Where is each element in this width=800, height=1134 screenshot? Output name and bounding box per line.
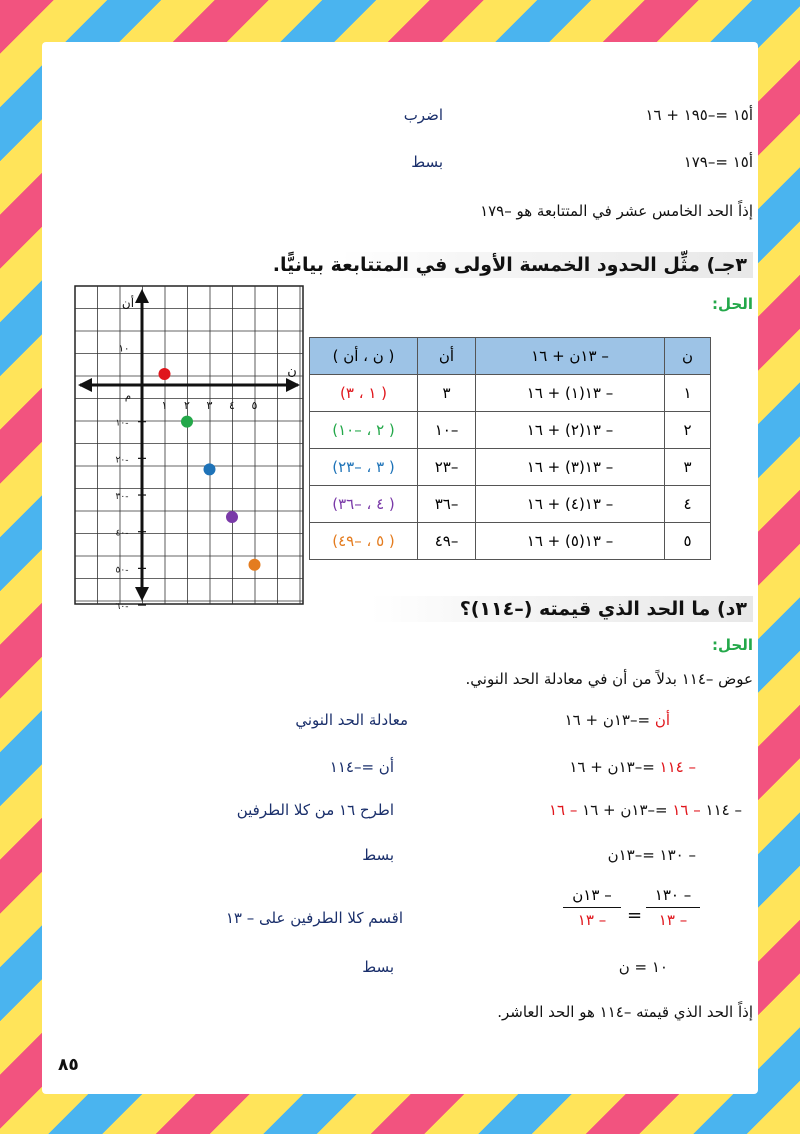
cell-n: ٤ [665, 486, 711, 523]
cell-expression: – ١٣(٤) + ١٦ [476, 486, 665, 523]
y-tick-label: ٣٠- [115, 492, 129, 503]
step1-equation [565, 711, 670, 729]
section-d-number: ٣د) [716, 598, 747, 620]
cell-n: ١ [665, 375, 711, 412]
x-tick-label: ٣ [206, 399, 213, 412]
table-row [310, 375, 711, 412]
conclusion-line-1: إذاً الحد الخامس عشر في المتتابعة هو –١٧٩ [480, 202, 753, 220]
data-point [181, 416, 193, 428]
step3-equation [549, 801, 742, 819]
fraction-equals: = [627, 905, 643, 926]
x-axis-label: ن [287, 364, 297, 379]
fraction-left-bar [646, 907, 700, 908]
cell-an: –١٠ [418, 412, 476, 449]
section-d-heading [371, 596, 753, 622]
header-expression: – ١٣ن + ١٦ [476, 338, 665, 375]
table-row [310, 523, 711, 560]
cell-an: –٣٦ [418, 486, 476, 523]
step5-note: اقسم كلا الطرفين على – ١٣ [225, 909, 403, 927]
cell-pair: ( ١ ، ٣) [310, 375, 418, 412]
x-tick-label: ٤ [229, 399, 235, 412]
step4-equation: – ١٣٠ =–١٣ن [607, 846, 696, 864]
step3-subtract-left: – ١٦ [672, 801, 701, 819]
step2-equation [569, 758, 696, 776]
data-point [249, 559, 261, 571]
cell-pair: ( ٢ ، –١٠) [310, 412, 418, 449]
step6-equation: ١٠ = ن [618, 958, 668, 976]
step1-rhs: =–١٣ن + ١٦ [564, 711, 655, 729]
data-point [159, 368, 171, 380]
sequence-graph [74, 285, 304, 613]
cell-an: ٣ [418, 375, 476, 412]
step1-an: أن [654, 711, 670, 729]
section-d-text: ما الحد الذي قيمته (–١١٤)؟ [459, 598, 711, 620]
cell-expression: – ١٣(٥) + ١٦ [476, 523, 665, 560]
table-header-row [310, 338, 711, 375]
header-pair: ( ن ، أن ) [310, 338, 418, 375]
table-row [310, 449, 711, 486]
section-d-solution-label: الحل: [712, 636, 753, 654]
step3-subtract-right: – ١٦ [548, 801, 578, 819]
note-multiply: اضرب [403, 106, 443, 124]
cell-pair: ( ٣ ، –٢٣) [310, 449, 418, 486]
equation-line-2: أ١٥ =–١٧٩ [683, 153, 753, 171]
page-number: ٨٥ [58, 1055, 79, 1075]
section-c-solution-label: الحل: [712, 295, 753, 313]
y-tick-label: ١٠- [115, 418, 129, 429]
cell-expression: – ١٣(١) + ١٦ [476, 375, 665, 412]
cell-pair: ( ٤ ، –٣٦) [310, 486, 418, 523]
y-tick-label: ١٠ [118, 343, 130, 355]
section-c-number: ٣جـ) [706, 254, 747, 276]
cell-n: ٢ [665, 412, 711, 449]
note-simplify-1: بسط [411, 153, 443, 171]
x-tick-label: ٢ [184, 399, 190, 412]
fraction-left-numerator: – ١٣٠ [654, 886, 692, 904]
y-tick-label: ٤٠- [115, 528, 129, 539]
y-tick-label: ٥٠- [115, 565, 129, 576]
y-tick-label: ٦٠- [115, 602, 129, 613]
cell-n: ٣ [665, 449, 711, 486]
step3-note: اطرح ١٦ من كلا الطرفين [236, 801, 394, 819]
y-tick-label: ٢٠- [115, 455, 129, 466]
step3-lhs: – ١١٤ [700, 801, 742, 819]
fraction-right-bar [563, 907, 621, 908]
equation-line-1: أ١٥ =–١٩٥ + ١٦ [645, 106, 753, 124]
sequence-table [309, 337, 711, 560]
header-n: ن [665, 338, 711, 375]
fraction-right-numerator: – ١٣ن [572, 886, 612, 904]
table-row [310, 486, 711, 523]
x-tick-label: ١ [161, 399, 168, 412]
cell-an: –٢٣ [418, 449, 476, 486]
cell-expression: – ١٣(٢) + ١٦ [476, 412, 665, 449]
step6-note: بسط [362, 958, 394, 976]
header-an: أن [418, 338, 476, 375]
step1-note: معادلة الحد النوني [295, 711, 408, 729]
data-point [226, 511, 238, 523]
fraction-right [563, 886, 621, 929]
cell-an: –٤٩ [418, 523, 476, 560]
cell-n: ٥ [665, 523, 711, 560]
cell-expression: – ١٣(٣) + ١٦ [476, 449, 665, 486]
step3-rhs: =–١٣ن + ١٦ [577, 801, 673, 819]
table-row [310, 412, 711, 449]
section-d-conclusion: إذاً الحد الذي قيمته –١١٤ هو الحد العاشر. [497, 1003, 753, 1021]
step2-lhs: – ١١٤ [659, 758, 696, 776]
graph-grid [75, 286, 303, 604]
x-tick-label: ٥ [251, 399, 258, 412]
step4-note: بسط [362, 846, 394, 864]
cell-pair: ( ٥ ، –٤٩) [310, 523, 418, 560]
data-point [204, 463, 216, 475]
section-c-text: مثِّل الحدود الخمسة الأولى في المتتابعة بيانيًّا. [272, 254, 700, 276]
origin-label: م [124, 391, 132, 402]
fraction-left [646, 886, 700, 929]
section-c-heading [272, 252, 753, 278]
step2-rhs: =–١٣ن + ١٦ [569, 758, 660, 776]
fraction-left-denominator: – ١٣ [658, 911, 688, 929]
fraction-right-denominator: – ١٣ [577, 911, 607, 929]
step2-note: أن =–١١٤ [329, 758, 394, 776]
y-axis-label: أن [121, 296, 135, 310]
section-d-intro: عوض –١١٤ بدلاً من أن في معادلة الحد النوني. [465, 670, 753, 688]
